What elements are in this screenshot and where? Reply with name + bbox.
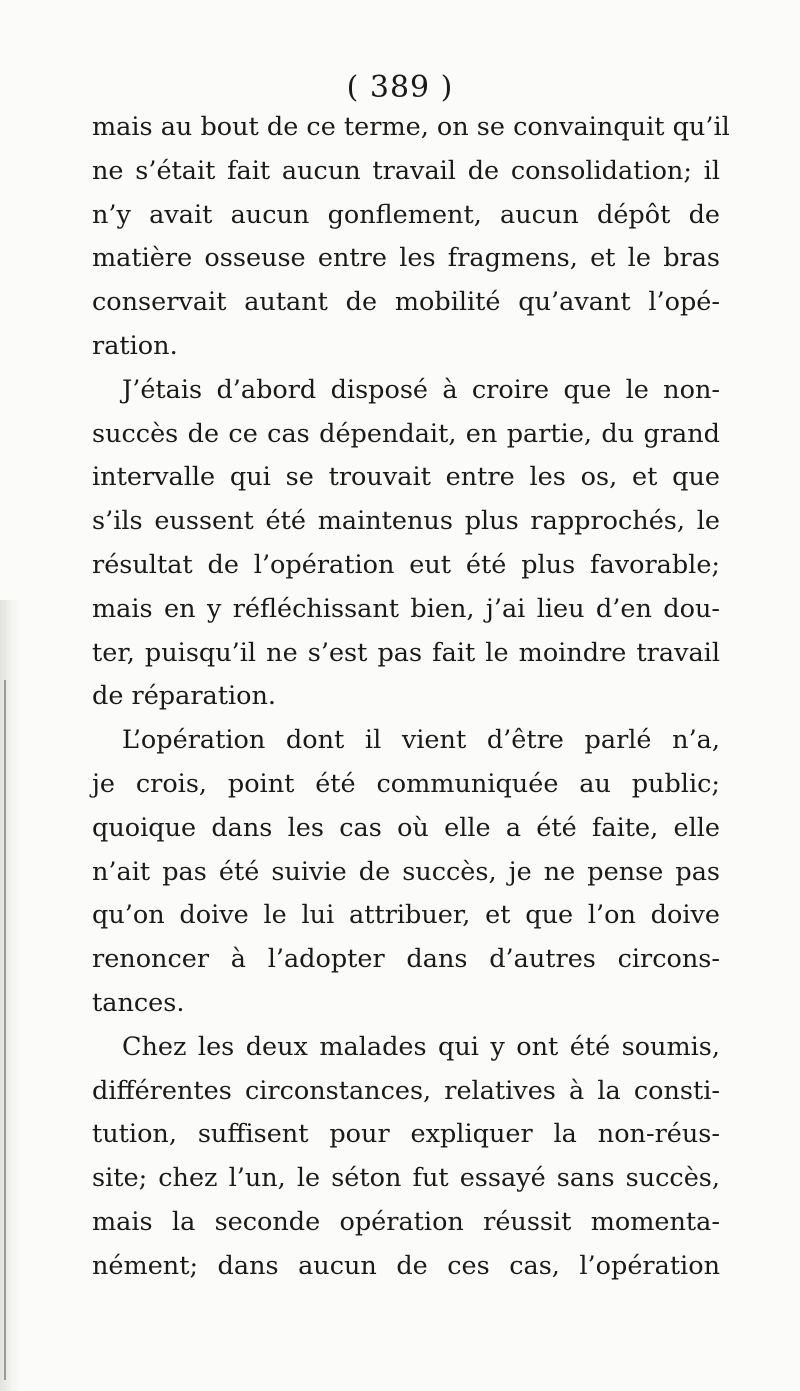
text-line: renoncer à l’adopter dans d’autres circons- — [92, 944, 720, 975]
text-line: mais en y réfléchissant bien, j’ai lieu d’en dou- — [92, 593, 720, 624]
text-line: matière osseuse entre les fragmens, et le bras — [92, 243, 720, 274]
body-text — [92, 106, 730, 1289]
text-line: je crois, point été communiquée au public; — [92, 768, 720, 799]
text-line: conservait autant de mobilité qu’avant l’opé- — [92, 287, 720, 318]
text-line: tution, suffisent pour expliquer la non-réus- — [92, 1119, 720, 1150]
text-line: de réparation. — [92, 681, 277, 712]
text-line: s’ils eussent été maintenus plus rapprochés, le — [92, 506, 720, 537]
text-line: n’ait pas été suivie de succès, je ne pense pas — [92, 856, 720, 887]
text-line: J’étais d’abord disposé à croire que le non- — [122, 374, 720, 405]
text-line: ration. — [92, 330, 178, 361]
text-line: ne s’était fait aucun travail de consolidation; il — [92, 155, 720, 186]
text-line: tances. — [92, 987, 185, 1018]
text-line: différentes circonstances, relatives à la consti- — [92, 1075, 720, 1106]
paragraph — [92, 106, 730, 369]
binding-edge — [0, 600, 20, 1391]
text-line: nément; dans aucun de ces cas, l’opération — [92, 1250, 720, 1281]
text-line: mais la seconde opération réussit momenta- — [92, 1206, 720, 1237]
text-line: quoique dans les cas où elle a été faite, elle — [92, 812, 720, 843]
paragraph — [92, 719, 720, 1026]
text-line: ter, puisqu’il ne s’est pas fait le moindre travail — [92, 637, 720, 668]
text-line: succès de ce cas dépendait, en partie, du grand — [92, 418, 720, 449]
text-line: qu’on doive le lui attribuer, et que l’on doive — [92, 900, 720, 931]
page-number: ( 389 ) — [346, 70, 454, 105]
text-line: intervalle qui se trouvait entre les os, et que — [92, 462, 720, 493]
text-line: résultat de l’opération eut été plus favorable; — [92, 549, 720, 580]
text-line: Chez les deux malades qui y ont été soumis, — [122, 1031, 720, 1062]
paragraph — [92, 369, 720, 719]
text-line: L’opération dont il vient d’être parlé n’a, — [122, 725, 720, 756]
text-line: site; chez l’un, le séton fut essayé sans succès, — [92, 1163, 720, 1194]
text-line: mais au bout de ce terme, on se convainquit qu’il — [92, 112, 730, 142]
text-line: n’y avait aucun gonflement, aucun dépôt de — [92, 199, 720, 230]
paragraph — [92, 1026, 720, 1289]
